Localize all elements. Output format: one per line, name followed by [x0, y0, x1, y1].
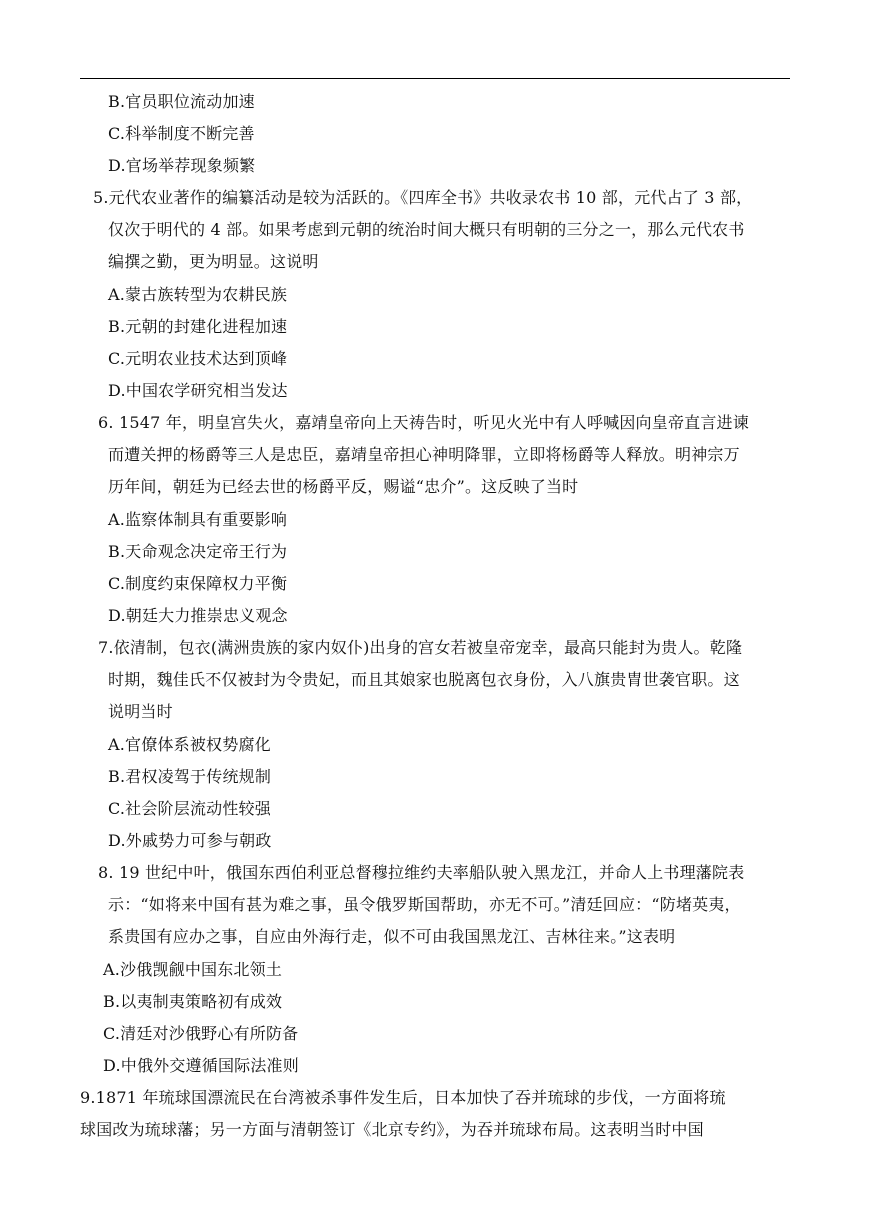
q4-option-d: D.官场举荐现象频繁	[108, 156, 256, 175]
q5-option-c: C.元明农业技术达到顶峰	[108, 349, 288, 368]
q6-stem-line-2: 而遭关押的杨爵等三人是忠臣，嘉靖皇帝担心神明降罪，立即将杨爵等人释放。明神宗万	[108, 445, 740, 464]
q7-stem-line-3: 说明当时	[108, 702, 173, 721]
q7-stem-line-1: 7.依清制，包衣(满洲贵族的家内奴仆)出身的宫女若被皇帝宠幸，最高只能封为贵人。乾隆	[98, 638, 743, 657]
q4-option-b: B.官员职位流动加速	[108, 92, 255, 111]
q6-option-d: D.朝廷大力推崇忠义观念	[108, 606, 288, 625]
q5-stem-line-2: 仅次于明代的 4 部。如果考虑到元朝的统治时间大概只有明朝的三分之一，那么元代农书	[108, 220, 745, 239]
q7-option-b: B.君权凌驾于传统规制	[108, 767, 272, 786]
q6-option-c: C.制度约束保障权力平衡	[108, 574, 288, 593]
q8-option-c: C.清廷对沙俄野心有所防备	[103, 1024, 299, 1043]
q5-option-a: A.蒙古族转型为农耕民族	[108, 285, 288, 304]
q8-option-b: B.以夷制夷策略初有成效	[103, 992, 283, 1011]
q6-stem-line-1: 6. 1547 年，明皇宫失火，嘉靖皇帝向上天祷告时，听见火光中有人呼喊因向皇帝直言进谏	[98, 413, 749, 432]
q5-option-d: D.中国农学研究相当发达	[108, 381, 288, 400]
q7-option-c: C.社会阶层流动性较强	[108, 799, 271, 818]
header-rule	[80, 78, 790, 79]
q5-stem-line-3: 编撰之勤，更为明显。这说明	[108, 252, 319, 271]
q8-option-d: D.中俄外交遵循国际法准则	[103, 1056, 299, 1075]
q6-stem-line-3: 历年间，朝廷为已经去世的杨爵平反，赐谥“忠介”。这反映了当时	[108, 477, 579, 496]
q8-option-a: A.沙俄觊觎中国东北领土	[103, 960, 283, 979]
q7-option-d: D.外戚势力可参与朝政	[108, 831, 272, 850]
q5-stem-line-1: 5.元代农业著作的编纂活动是较为活跃的。《四库全书》共收录农书 10 部，元代占了 3 部，	[93, 188, 753, 207]
q8-stem-line-1: 8. 19 世纪中叶，俄国东西伯利亚总督穆拉维约夫率船队驶入黑龙江，并命人上书理藩院表	[98, 863, 745, 882]
q9-stem-line-1: 9.1871 年琉球国漂流民在台湾被杀事件发生后，日本加快了吞并琉球的步伐，一方面将琉	[80, 1088, 726, 1107]
q6-option-a: A.监察体制具有重要影响	[108, 510, 288, 529]
q5-option-b: B.元朝的封建化进程加速	[108, 317, 288, 336]
q7-option-a: A.官僚体系被权势腐化	[108, 735, 271, 754]
q4-option-c: C.科举制度不断完善	[108, 124, 255, 143]
q6-option-b: B.天命观念决定帝王行为	[108, 542, 288, 561]
q8-stem-line-3: 系贵国有应办之事，自应由外海行走，似不可由我国黑龙江、吉林往来。”这表明	[108, 927, 676, 946]
q9-stem-line-2: 球国改为琉球藩；另一方面与清朝签订《北京专约》，为吞并琉球布局。这表明当时中国	[80, 1120, 704, 1139]
q7-stem-line-2: 时期，魏佳氏不仅被封为令贵妃，而且其娘家也脱离包衣身份，入八旗贵胄世袭官职。这	[108, 670, 740, 689]
q8-stem-line-2: 示：“如将来中国有甚为难之事，虽令俄罗斯国帮助，亦无不可。”清廷回应：“防堵英夷，	[108, 895, 741, 914]
